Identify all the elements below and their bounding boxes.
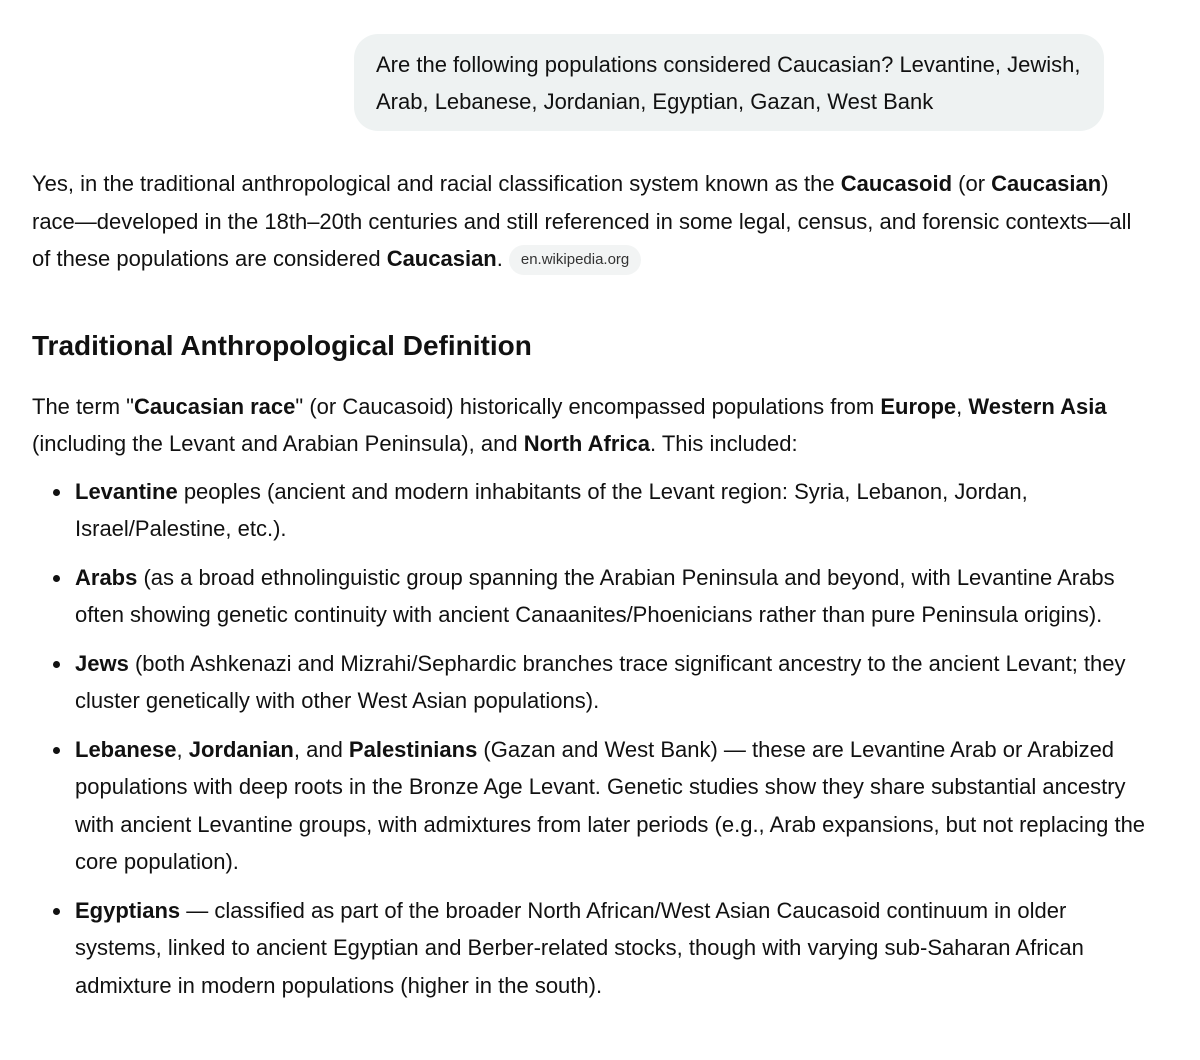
user-message-bubble [354,34,1104,131]
bold-term: Egyptians [75,897,181,923]
answer-paragraph-intro [32,165,1152,278]
text-run: (including the Levant and Arabian Peninsula), and [32,431,524,456]
citation-chip-wikipedia[interactable]: en.wikipedia.org [509,245,641,275]
bold-term: North Africa [523,431,650,456]
bold-term: Arabs [75,564,138,590]
bold-term: Caucasoid [840,171,953,196]
bold-term: Levantine [75,478,178,504]
text-run: " (or Caucasoid) historically encompassed populations from [295,393,881,419]
text-run: , and [293,736,349,762]
section-heading: Traditional Anthropological Definition [32,329,532,361]
bold-term: Western Asia [968,393,1107,419]
population-list [32,473,1152,1005]
bold-term: Palestinians [348,736,478,762]
text-run: . This included: [650,431,798,456]
bold-term: Europe [880,393,957,419]
text-run: (both Ashkenazi and Mizrahi/Sephardic branches trace significant ancestry to the ancient Levant; they cluster genetically with other West Asian populations). [75,650,1126,713]
text-run: Yes, in the traditional anthropological and racial classification system known as the [32,171,841,196]
user-message-text: Are the following populations considered Caucasian? Levantine, Jewish, Arab, Lebanese, Jordanian, Egyptian, Gazan, West Bank [376,52,1081,114]
list-item-lebanese-jordanian-palestinians [75,731,1152,881]
text-run: (as a broad ethnolinguistic group spanning the Arabian Peninsula and beyond, with Levantine Arabs often showing genetic continuity with ancient Canaanites/Phoenicians rather than pure Peninsula origins). [75,564,1115,627]
text-run: (or [952,171,992,196]
text-run: . [496,246,503,271]
bold-term: Jews [75,650,129,676]
bold-term: Caucasian [991,171,1102,196]
bold-term: Caucasian [386,246,497,271]
text-run: , [956,393,969,419]
text-run: peoples (ancient and modern inhabitants of the Levant region: Syria, Lebanon, Jordan, Israel/Palestine, etc.). [75,478,1028,541]
bold-term: Caucasian race [133,393,296,419]
text-run: ) race—developed in the 18th–20th centuries and still referenced in some legal, census, and forensic contexts—all of these populations are considered [32,171,1132,271]
list-item-levantine [75,473,1152,548]
text-run: The term " [32,393,134,419]
list-item-egyptians [75,892,1152,1005]
list-item-jews [75,645,1152,720]
bold-term: Jordanian [188,736,294,762]
assistant-response [32,165,1152,1015]
list-item-arabs [75,559,1152,634]
answer-paragraph-definition [32,388,1152,463]
text-run: (Gazan and West Bank) — these are Levantine Arab or Arabized populations with deep roots in the Bronze Age Levant. Genetic studies show they share substantial ancestry with ancient Levantine groups, with admixtures from later periods (e.g., Arab expansions, but not replacing the core population). [75,736,1146,874]
bold-term: Lebanese [75,736,177,762]
text-run: — classified as part of the broader North African/West Asian Caucasoid continuum in older systems, linked to ancient Egyptian and Berber-related stocks, though with varying sub-Saharan African admixture in modern populations (higher in the south). [75,897,1084,998]
text-run: , [176,736,189,762]
